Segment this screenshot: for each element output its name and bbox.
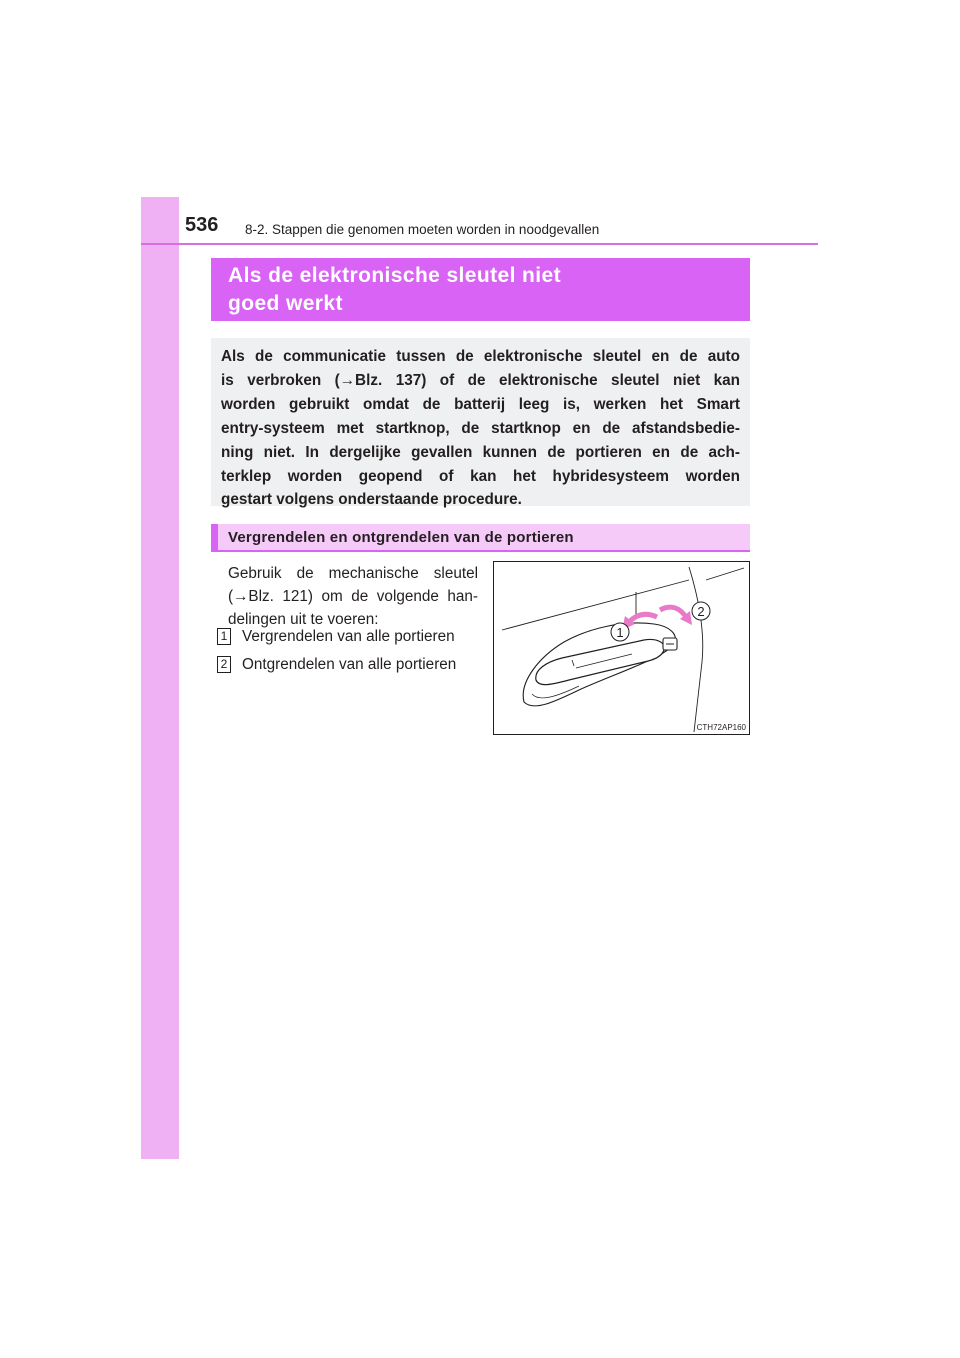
step-text: Vergrendelen van alle portieren	[242, 628, 455, 645]
intro-line: Als de communicatie tussen de elektronische sleutel en de auto	[221, 348, 740, 365]
door-handle-figure	[493, 561, 750, 735]
chapter-side-tab	[141, 197, 179, 1159]
body-line: (→Blz. 121) om de volgende han-	[228, 588, 478, 605]
intro-box	[211, 338, 750, 509]
subsection-body	[228, 562, 478, 631]
callout-2: 2	[697, 604, 705, 619]
callout-1: 1	[616, 625, 624, 640]
running-header: 8-2. Stappen die genomen moeten worden in noodgevallen	[245, 222, 600, 237]
intro-line: worden gebruikt omdat de batterij leeg is, werken het Smart	[221, 395, 740, 413]
body-line: Gebruik de mechanische sleutel	[228, 565, 478, 582]
figure-code: CTH72AP160	[696, 723, 746, 732]
intro-line: terklep worden geopend of kan het hybridesysteem worden	[221, 467, 740, 485]
subsection-heading: Vergrendelen en ontgrendelen van de portieren	[211, 524, 750, 552]
intro-line: ning niet. In dergelijke gevallen kunnen de portieren en de ach-	[221, 443, 740, 461]
intro-line: entry-systeem met startknop, de startknop en de afstandsbedie-	[221, 419, 740, 437]
page-number: 536	[185, 214, 219, 236]
intro-line: gestart volgens onderstaande procedure.	[221, 491, 522, 509]
door-handle-illustration	[494, 562, 749, 734]
body-line: delingen uit te voeren:	[228, 611, 379, 628]
section-title	[211, 258, 750, 321]
section-title-line2: goed werkt	[228, 292, 343, 315]
step-number-box: 1	[217, 628, 231, 645]
section-title-line1: Als de elektronische sleutel niet	[228, 264, 561, 287]
step-number-box: 2	[217, 656, 231, 673]
header-rule	[141, 243, 818, 245]
intro-line: is verbroken (→Blz. 137) of de elektronische sleutel niet kan	[221, 371, 740, 389]
step-text: Ontgrendelen van alle portieren	[242, 656, 457, 673]
